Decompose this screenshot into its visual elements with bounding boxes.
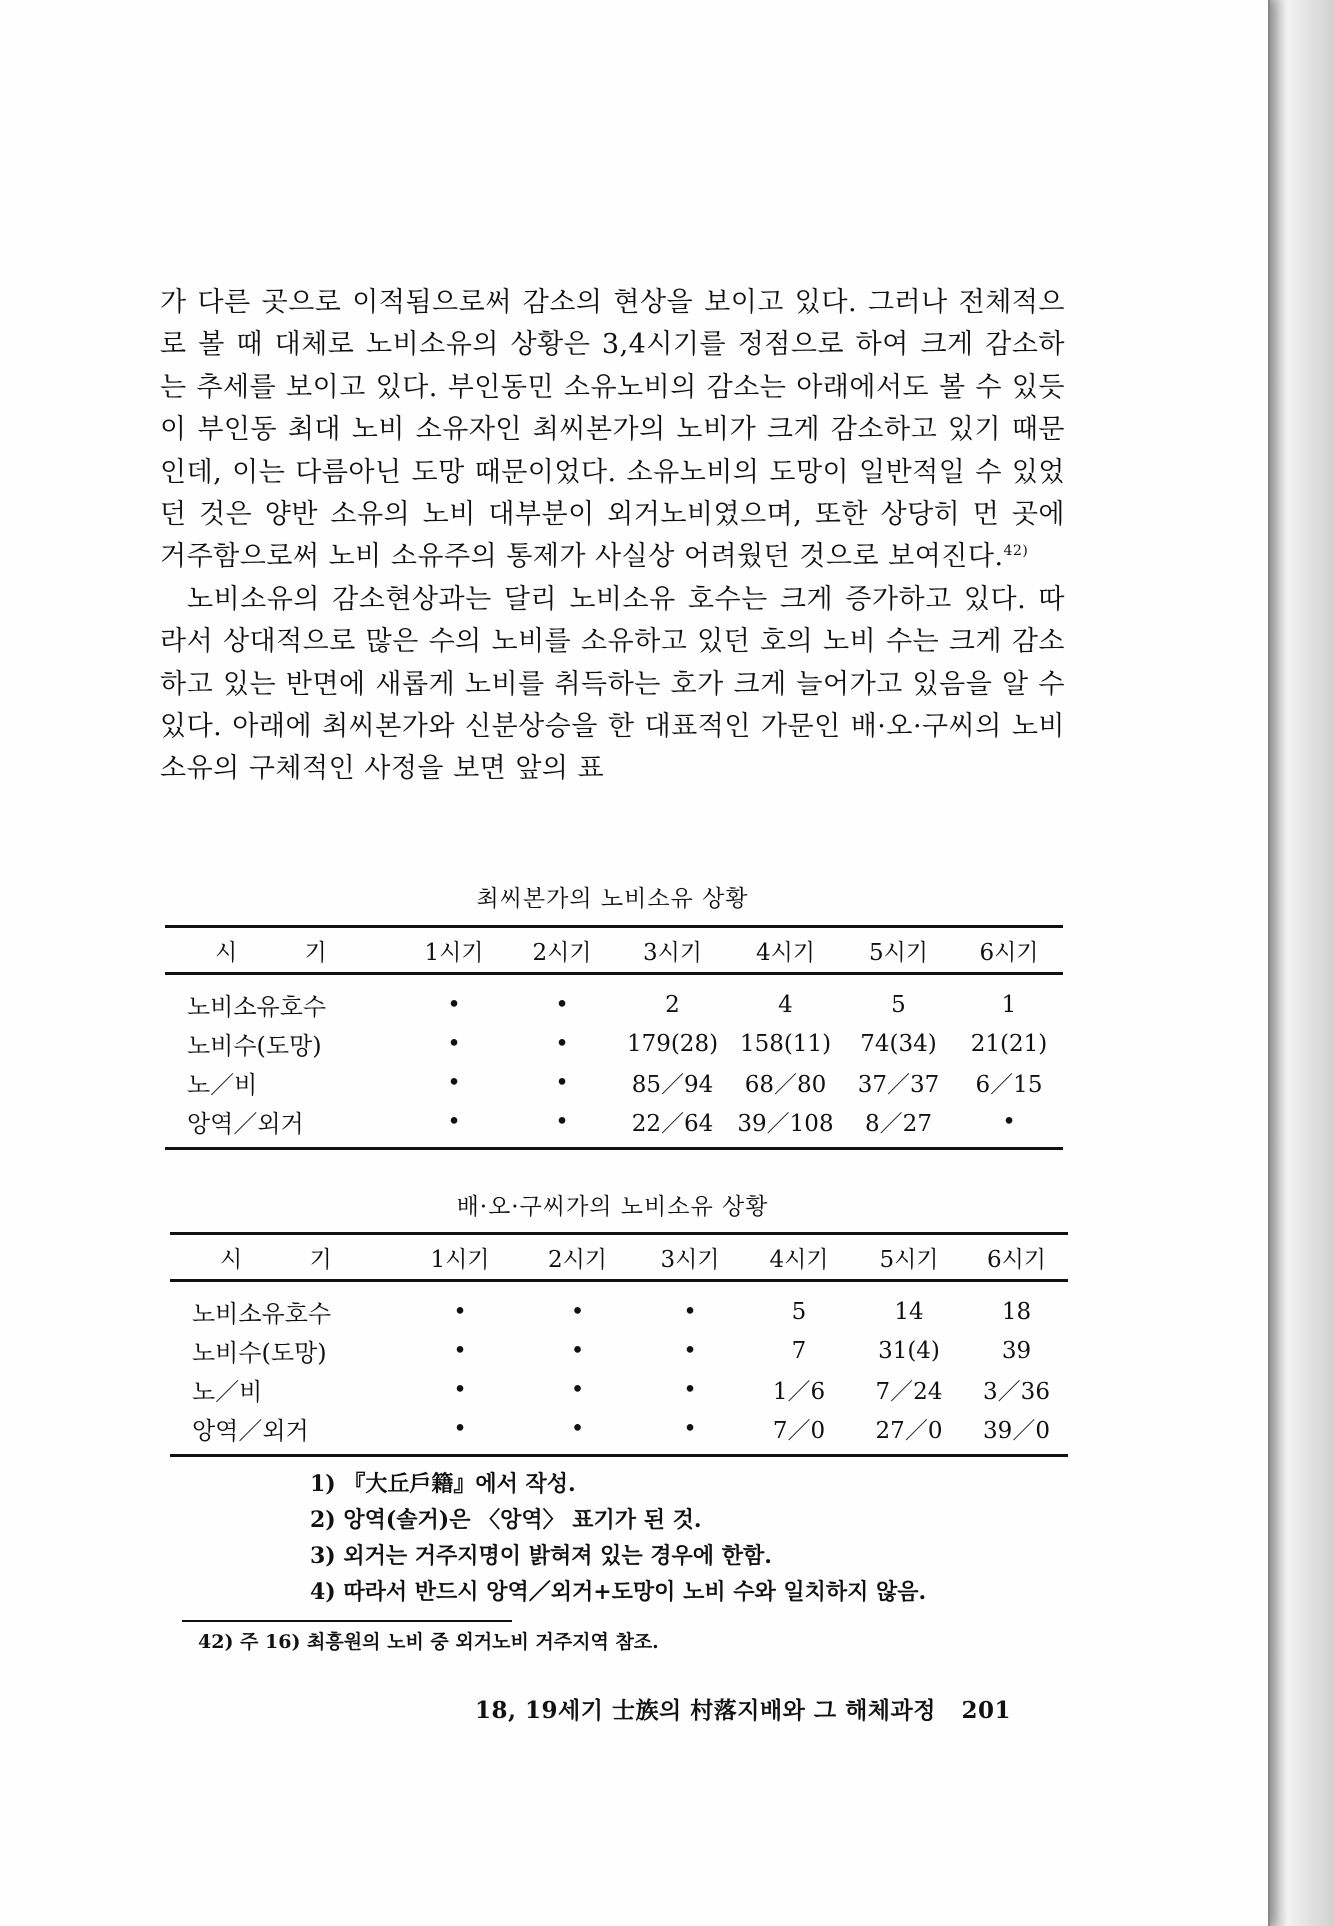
row-label: 노비소유호수 <box>187 993 327 1021</box>
table2-header-cell: 4시기 <box>745 1234 853 1281</box>
table-cell: 37／37 <box>857 1072 940 1098</box>
table-cell: 7 <box>791 1337 807 1364</box>
table-cell: 39／0 <box>965 1409 1068 1456</box>
table1-header-period: 시 기 <box>165 927 400 974</box>
table-cell: 8／27 <box>842 1102 955 1149</box>
table-row <box>165 1102 1063 1149</box>
row-label: 노비수(도망) <box>187 1032 322 1060</box>
page-number: 201 <box>961 1697 1012 1724</box>
table-cell: 179(28) <box>626 1030 719 1057</box>
table-cell: 18 <box>1001 1298 1032 1325</box>
table-cell: 39 <box>1001 1337 1032 1364</box>
table-cell: 27／0 <box>853 1409 965 1456</box>
table2 <box>170 1232 1068 1457</box>
table-cell: • <box>453 1337 467 1364</box>
table-cell: • <box>447 1030 461 1057</box>
table-cell: 3／36 <box>983 1379 1050 1405</box>
table-cell: • <box>400 1102 508 1149</box>
table-cell: 31(4) <box>878 1337 940 1364</box>
row-label: 앙역／외거 <box>165 1102 400 1149</box>
table-row <box>170 1409 1068 1456</box>
table-row <box>165 974 1063 1025</box>
running-footer-title: 18, 19세기 士族의 村落지배와 그 해체과정 <box>475 1697 936 1724</box>
table-cell: • <box>635 1409 745 1456</box>
table-cell: • <box>570 1298 585 1325</box>
table-notes <box>310 1466 926 1610</box>
table2-header-period: 시 기 <box>170 1234 400 1281</box>
row-label: 앙역／외거 <box>170 1409 400 1456</box>
table1-header-cell: 5시기 <box>842 927 955 974</box>
table-cell: • <box>683 1337 697 1364</box>
table-cell: • <box>453 1376 467 1403</box>
row-label: 노비소유호수 <box>192 1300 332 1328</box>
table1-header-row <box>165 927 1063 974</box>
table1-header-cell: 6시기 <box>955 927 1063 974</box>
table-cell: 22／64 <box>616 1102 729 1149</box>
table1 <box>165 925 1063 1150</box>
table-cell: 14 <box>894 1298 924 1325</box>
row-label: 노／비 <box>187 1071 258 1099</box>
table-cell: 21(21) <box>970 1030 1048 1057</box>
table-cell: 85／94 <box>631 1072 714 1098</box>
table-cell: 39／108 <box>729 1102 842 1149</box>
table-row <box>165 1024 1063 1063</box>
table1-header-cell: 2시기 <box>508 927 616 974</box>
table-cell: 5 <box>791 1298 807 1325</box>
footnote-ref[interactable]: 42) <box>1003 543 1029 560</box>
table-row <box>165 1063 1063 1102</box>
table-cell: 1／6 <box>772 1379 826 1405</box>
table1-header-cell: 3시기 <box>616 927 729 974</box>
table-cell: • <box>955 1102 1063 1149</box>
table-cell: • <box>555 1069 569 1096</box>
table2-title: 배·오·구씨가의 노비소유 상황 <box>456 1194 769 1220</box>
table2-header-cell: 5시기 <box>853 1234 965 1281</box>
table-cell: • <box>555 1030 569 1057</box>
table-note: 4) 따라서 반드시 앙역／외거+도망이 노비 수와 일치하지 않음. <box>310 1579 927 1605</box>
table2-header-cell: 1시기 <box>400 1234 520 1281</box>
table-cell: • <box>400 1409 520 1456</box>
body-text <box>160 282 1065 791</box>
table-cell: 4 <box>778 991 793 1018</box>
table-cell: 74(34) <box>860 1030 937 1057</box>
table-cell: • <box>683 1298 697 1325</box>
table-cell: • <box>447 1069 461 1096</box>
table-cell: 6／15 <box>975 1072 1043 1098</box>
table-note: 1) 『大丘戶籍』에서 작성. <box>310 1471 576 1497</box>
footnote-divider <box>182 1620 512 1622</box>
row-label: 노／비 <box>192 1378 263 1406</box>
table1-header-cell: 4시기 <box>729 927 842 974</box>
table-cell: 1 <box>1001 991 1017 1018</box>
footnote: 42) 주 16) 최흥원의 노비 중 외거노비 거주지역 참조. <box>198 1631 659 1653</box>
table-cell: • <box>508 1102 616 1149</box>
table-row <box>170 1281 1068 1332</box>
table-cell: • <box>683 1376 697 1403</box>
table-cell: • <box>447 991 461 1018</box>
table2-header-cell: 3시기 <box>635 1234 745 1281</box>
table-cell: • <box>570 1337 585 1364</box>
table-cell: 7／0 <box>745 1409 853 1456</box>
table-row <box>170 1331 1068 1370</box>
running-footer <box>475 1692 1011 1725</box>
table-cell: • <box>453 1298 467 1325</box>
table2-header-cell: 2시기 <box>520 1234 635 1281</box>
table-cell: 5 <box>891 991 906 1018</box>
table-cell: 158(11) <box>739 1030 832 1057</box>
table-cell: 2 <box>665 991 680 1018</box>
table-note: 3) 외거는 거주지명이 밝혀져 있는 경우에 한함. <box>310 1543 772 1569</box>
paragraph-1: 가 다른 곳으로 이적됨으로써 감소의 현상을 보이고 있다. 그러나 전체적으로 볼 때 대체로 노비소유의 상황은 3,4시기를 정점으로 하여 크게 감소하는 추세를 보이고 있다. 부인동민 소유노비의 감소는 아래에서도 볼 수 있듯이 부인동 최대 노비 소유자인 최씨본가의 노비가 크게 감소하고 있기 때문인데, 이는 다름아닌 도망 때문이었다. 소유노비의 도망이 일반적일 수 있었던 것은 양반 소유의 노비 대부분이 외거노비였으며, 또한 상당히 먼 곳에 거주함으로써 노비 소유주의 통제가 사실상 어려웠던 것으로 보여진다.$^{42)}$ <box>160 287 1065 573</box>
table-row <box>170 1370 1068 1409</box>
paragraph-2: 노비소유의 감소현상과는 달리 노비소유 호수는 크게 증가하고 있다. 따라서 상대적으로 많은 수의 노비를 소유하고 있던 호의 노비 수는 크게 감소하고 있는 반면에 새롭게 노비를 취득하는 호가 크게 늘어가고 있음을 알 수 있다. 아래에 최씨본가와 신분상승을 한 대표적인 가문인 배·오·구씨의 노비소유의 구체적인 사정을 보면 앞의 표 <box>160 583 1065 785</box>
table1-header-cell: 1시기 <box>400 927 508 974</box>
table-cell: • <box>570 1376 585 1403</box>
table-cell: • <box>555 991 569 1018</box>
table-cell: 7／24 <box>875 1379 943 1405</box>
table-note: 2) 앙역(솔거)은 〈앙역〉 표기가 된 것. <box>310 1507 702 1533</box>
table1-title: 최씨본가의 노비소유 상황 <box>476 886 749 912</box>
row-label: 노비수(도망) <box>192 1339 327 1367</box>
table2-header-row <box>170 1234 1068 1281</box>
table-cell: 68／80 <box>744 1072 827 1098</box>
table2-header-cell: 6시기 <box>965 1234 1068 1281</box>
table-cell: • <box>520 1409 635 1456</box>
page-edge <box>1268 0 1334 1926</box>
